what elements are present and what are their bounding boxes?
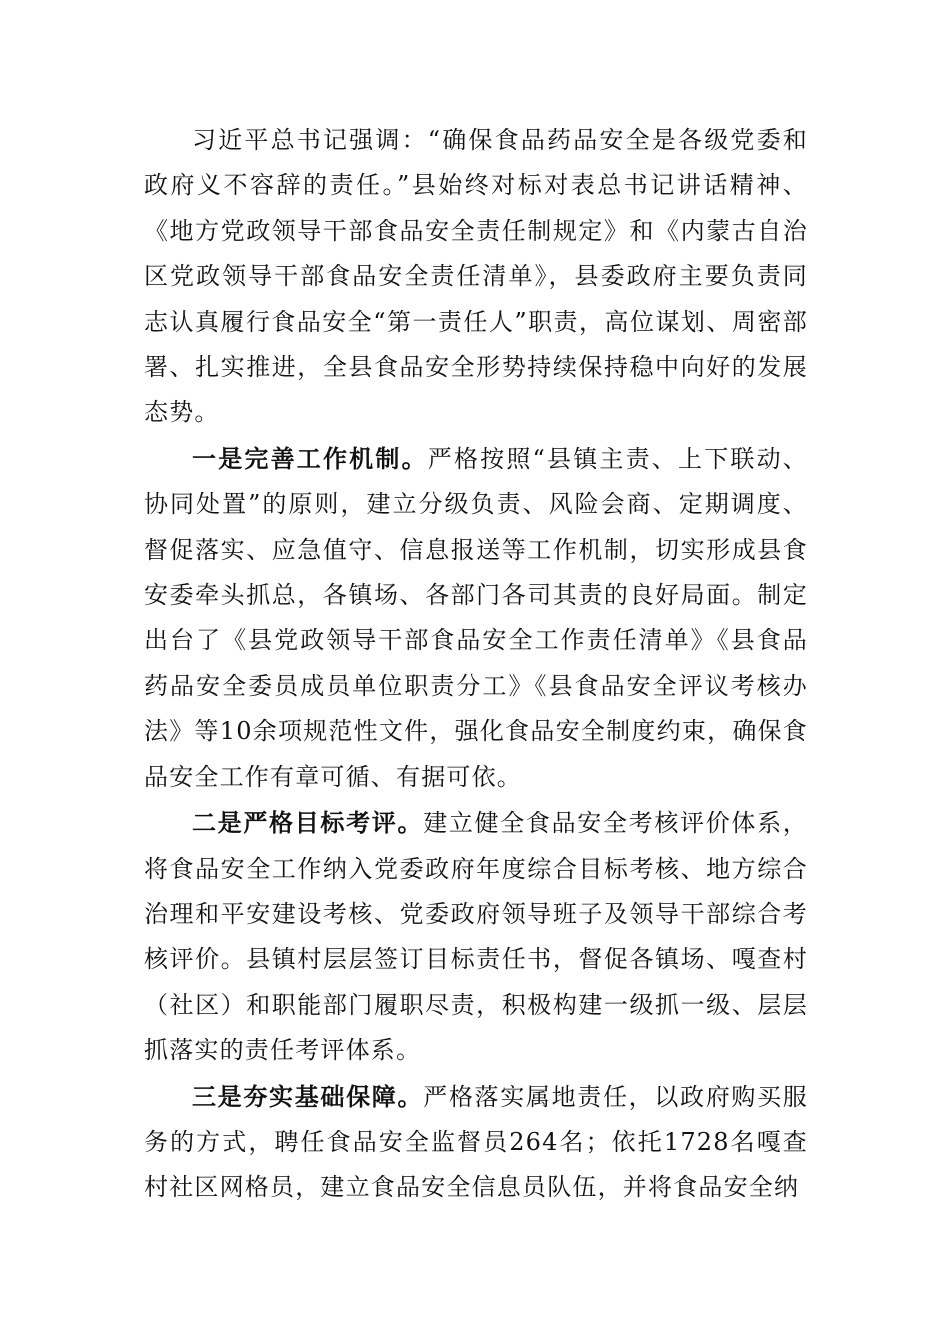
- paragraph-foundation-heading: 三是夯实基础保障。: [192, 1081, 424, 1111]
- paragraph-intro-text: 习近平总书记强调：“确保食品药品安全是各级党委和政府义不容辞的责任。”县始终对标对表总书记讲话精神、《地方党政领导干部食品安全责任制规定》和《内蒙古自治区党政领导干部食品安全责任清单》，县委政府主要负责同志认真履行食品安全“第一责任人”职责，高位谋划、周密部署、扎实推进，全县食品安全形势持续保持稳中向好的发展态势。: [144, 126, 808, 427]
- paragraph-intro: [144, 118, 808, 436]
- paragraph-foundation-text: 严格落实属地责任，以政府购买服务的方式，聘任食品安全监督员264名；依托1728名嘎查村社区网格员，建立食品安全信息员队伍，并将食品安全纳: [144, 1082, 808, 1202]
- paragraph-foundation: [144, 1074, 808, 1211]
- paragraph-assessment-text: 建立健全食品安全考核评价体系，将食品安全工作纳入党委政府年度综合目标考核、地方综合治理和平安建设考核、党委政府领导班子及领导干部综合考核评价。县镇村层层签订目标责任书，督促各镇场、嘎查村（社区）和职能部门履职尽责，积极构建一级抓一级、层层抓落实的责任考评体系。: [144, 809, 808, 1065]
- paragraph-assessment: [144, 800, 808, 1073]
- document-page: [144, 118, 808, 1211]
- paragraph-mechanism: [144, 436, 808, 800]
- paragraph-assessment-heading: 二是严格目标考评。: [192, 808, 424, 838]
- paragraph-mechanism-text: 严格按照“县镇主责、上下联动、协同处置”的原则，建立分级负责、风险会商、定期调度、督促落实、应急值守、信息报送等工作机制，切实形成县食安委牵头抓总，各镇场、各部门各司其责的良好局面。制定出台了《县党政领导干部食品安全工作责任清单》《县食品药品安全委员成员单位职责分工》《县食品安全评议考核办法》等10余项规范性文件，强化食品安全制度约束，确保食品安全工作有章可循、有据可依。: [144, 444, 808, 791]
- paragraph-mechanism-heading: 一是完善工作机制。: [192, 443, 428, 473]
